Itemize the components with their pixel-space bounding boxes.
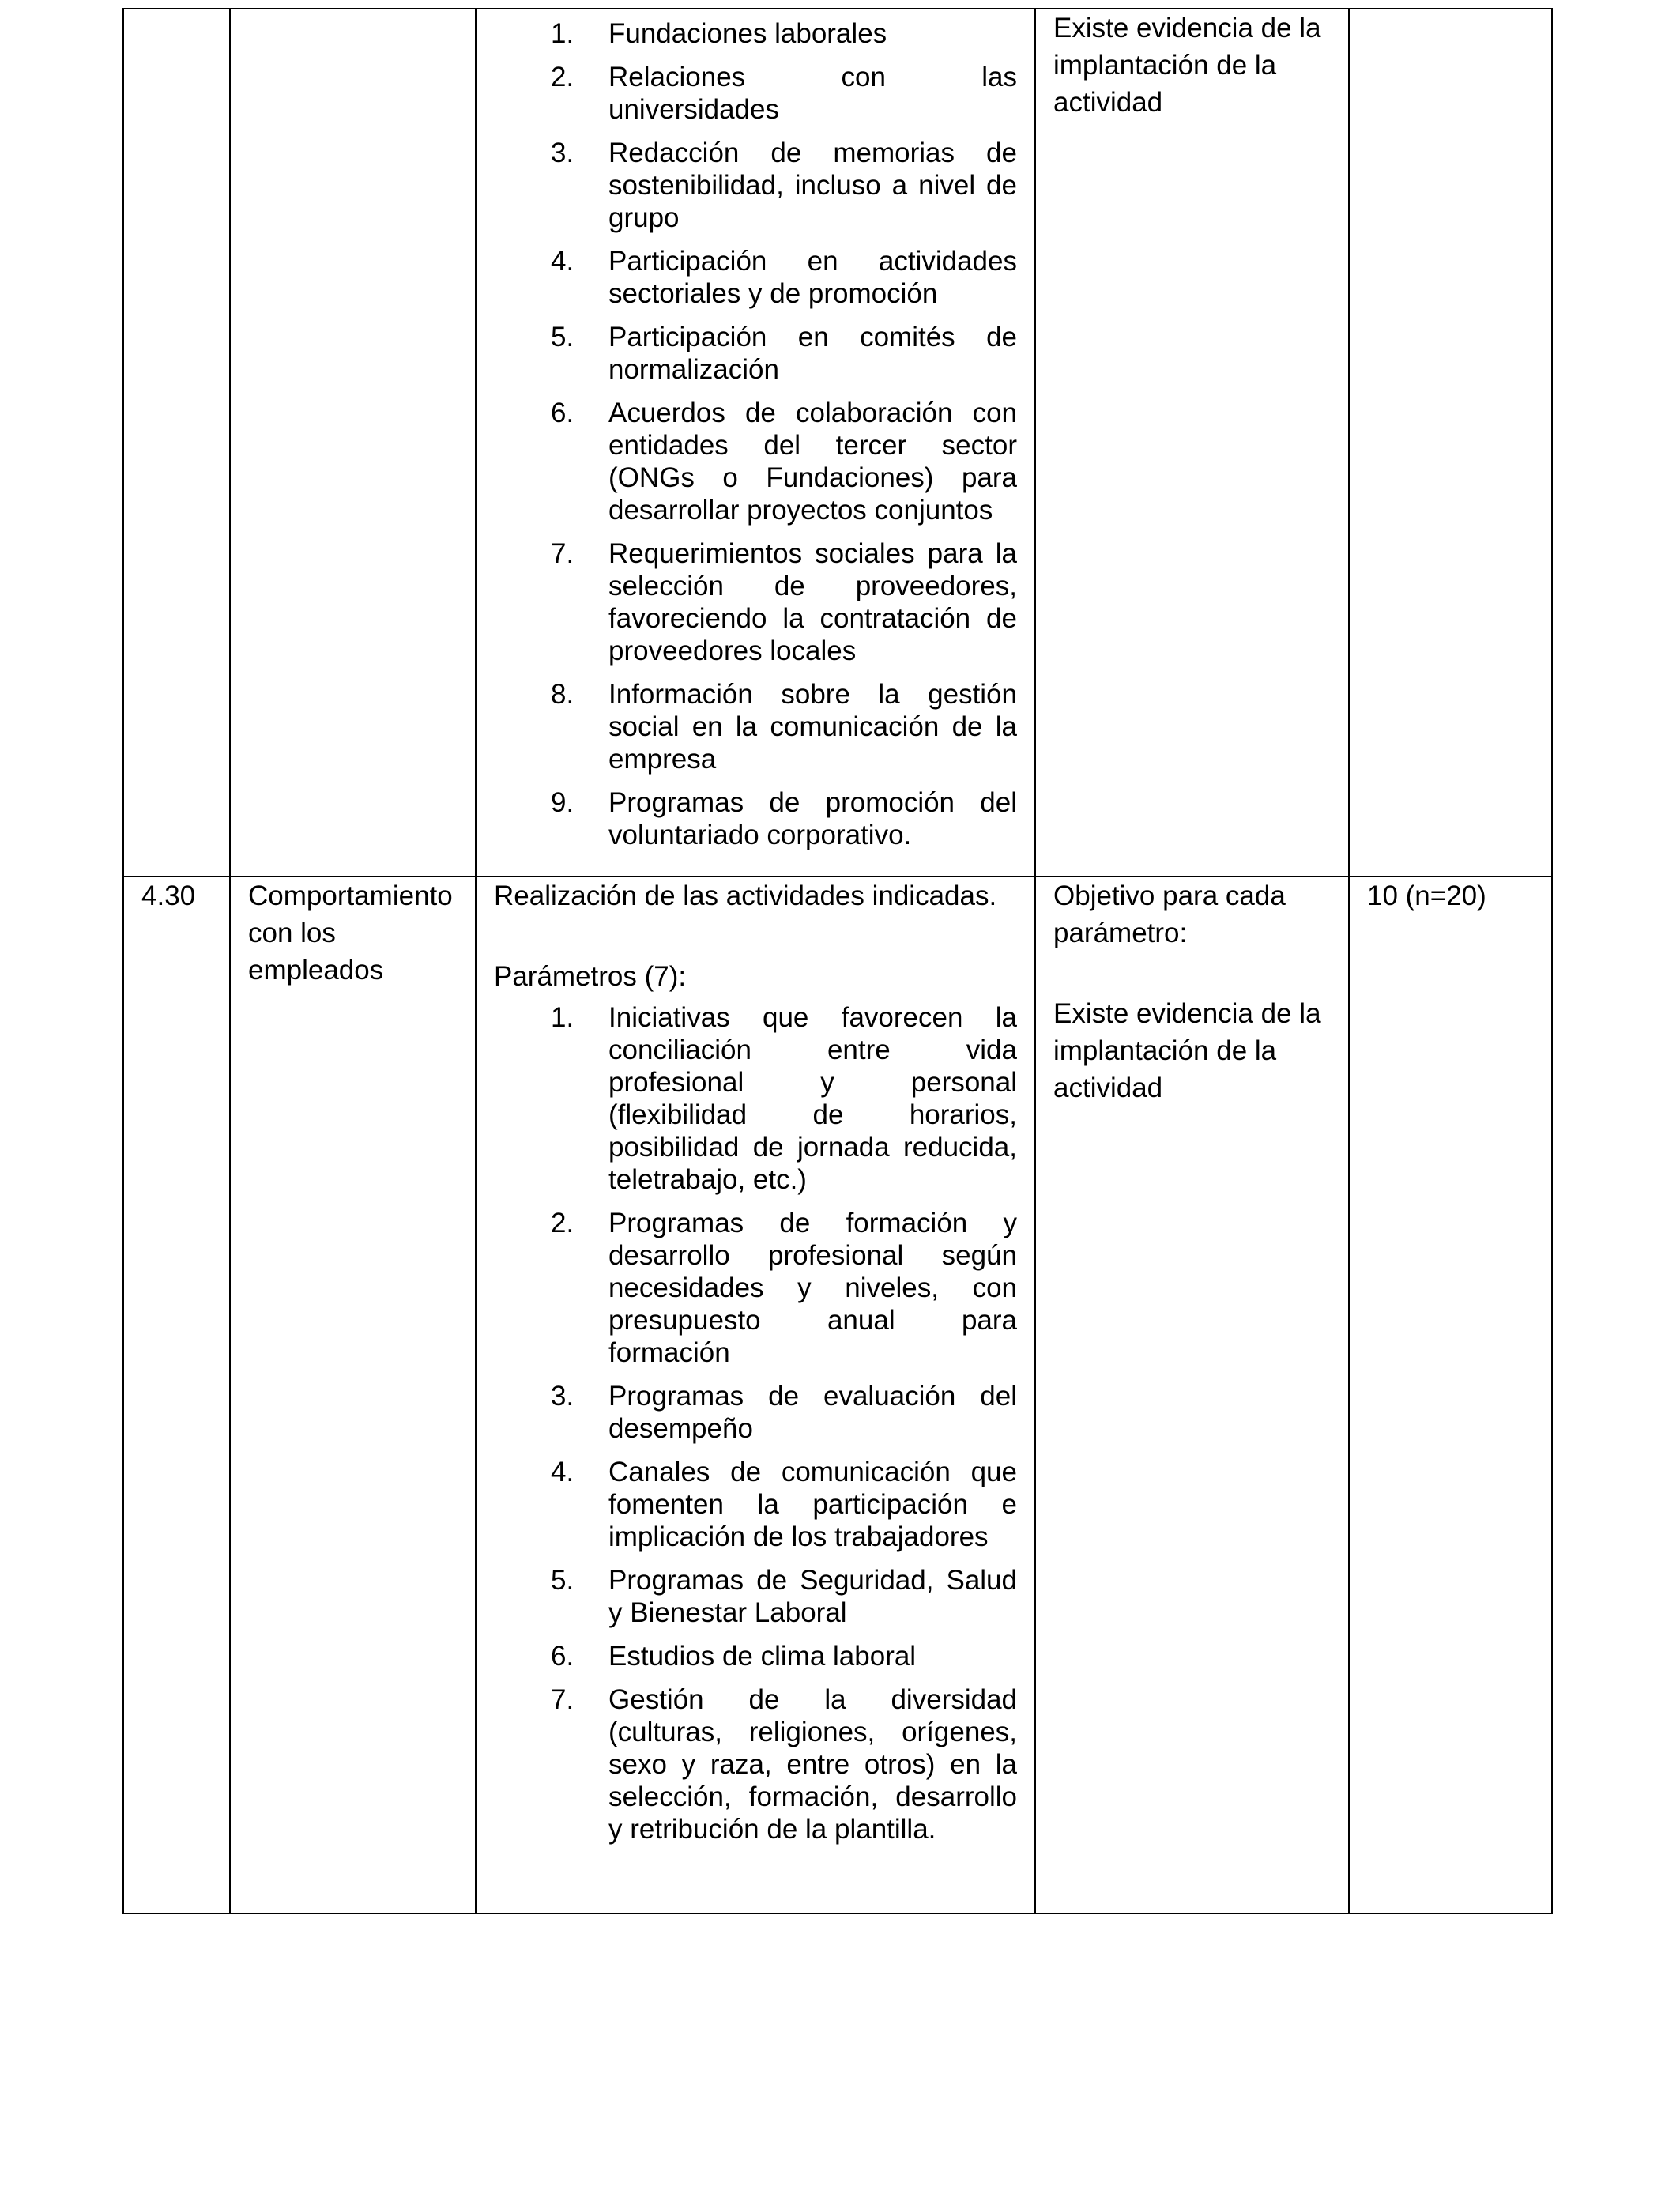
criterion-name-cell — [230, 876, 476, 1913]
score-text: 10 (n=20) — [1367, 880, 1486, 911]
criteria-table — [122, 8, 1553, 1914]
objective-text: Existe evidencia de la implantación de la actividad — [1053, 13, 1321, 118]
parameters-list — [494, 1001, 1017, 1845]
list-item: 2. Relaciones con las universidades — [551, 62, 1017, 125]
list-item: 5. Participación en comités de normalización — [551, 322, 1017, 385]
parameters-label: Parámetros (7): — [494, 961, 687, 992]
list-item: 1. Iniciativas que favorecen la conciliación entre vida profesional y personal (flexibilidad de horarios, posibilidad de jornada reducida, teletrabajo, etc.) — [551, 1002, 1017, 1195]
criterion-description: Realización de las actividades indicadas. — [494, 880, 997, 911]
objective-text: Existe evidencia de la implantación de la actividad — [1053, 998, 1321, 1103]
list-item: 8. Información sobre la gestión social en la comunicación de la empresa — [551, 679, 1017, 775]
list-item: 4. Canales de comunicación que fomenten la participación e implicación de los trabajadores — [551, 1457, 1017, 1552]
list-item: 3. Redacción de memorias de sostenibilidad, incluso a nivel de grupo — [551, 138, 1017, 233]
table-row — [123, 9, 1552, 876]
criterion-name: Comportamiento con los empleados — [248, 880, 453, 986]
parameters-cell — [476, 876, 1035, 1913]
criterion-number-cell — [123, 876, 230, 1913]
list-item: 5. Programas de Seguridad, Salud y Bienestar Laboral — [551, 1565, 1017, 1628]
list-item: 1. Fundaciones laborales — [551, 18, 887, 49]
list-item: 9. Programas de promoción del voluntariado corporativo. — [551, 787, 1017, 850]
criterion-number: 4.30 — [141, 880, 196, 911]
list-item: 7. Gestión de la diversidad (culturas, religiones, orígenes, sexo y raza, entre otros) en la selección, formación, desarrollo y retribución de la plantilla. — [551, 1684, 1017, 1845]
table-row — [123, 876, 1552, 1913]
list-item: 3. Programas de evaluación del desempeño — [551, 1381, 1017, 1444]
list-item: 2. Programas de formación y desarrollo profesional según necesidades y niveles, con presupuesto anual para formación — [551, 1208, 1017, 1368]
list-item: 6. Acuerdos de colaboración con entidades del tercer sector (ONGs o Fundaciones) para desarrollar proyectos conjuntos — [551, 398, 1017, 526]
list-item: 7. Requerimientos sociales para la selección de proveedores, favoreciendo la contratación de proveedores locales — [551, 538, 1017, 666]
parameters-list — [494, 9, 1017, 851]
objective-intro: Objetivo para cada parámetro: — [1053, 880, 1286, 948]
list-item: 6. Estudios de clima laboral — [551, 1641, 917, 1672]
objective-cell — [1035, 9, 1349, 876]
parameters-cell — [476, 9, 1035, 876]
criterion-name-cell — [230, 9, 476, 876]
criterion-number-cell — [123, 9, 230, 876]
score-cell — [1349, 876, 1552, 1913]
objective-cell — [1035, 876, 1349, 1913]
score-cell — [1349, 9, 1552, 876]
list-item: 4. Participación en actividades sectoriales y de promoción — [551, 246, 1017, 309]
